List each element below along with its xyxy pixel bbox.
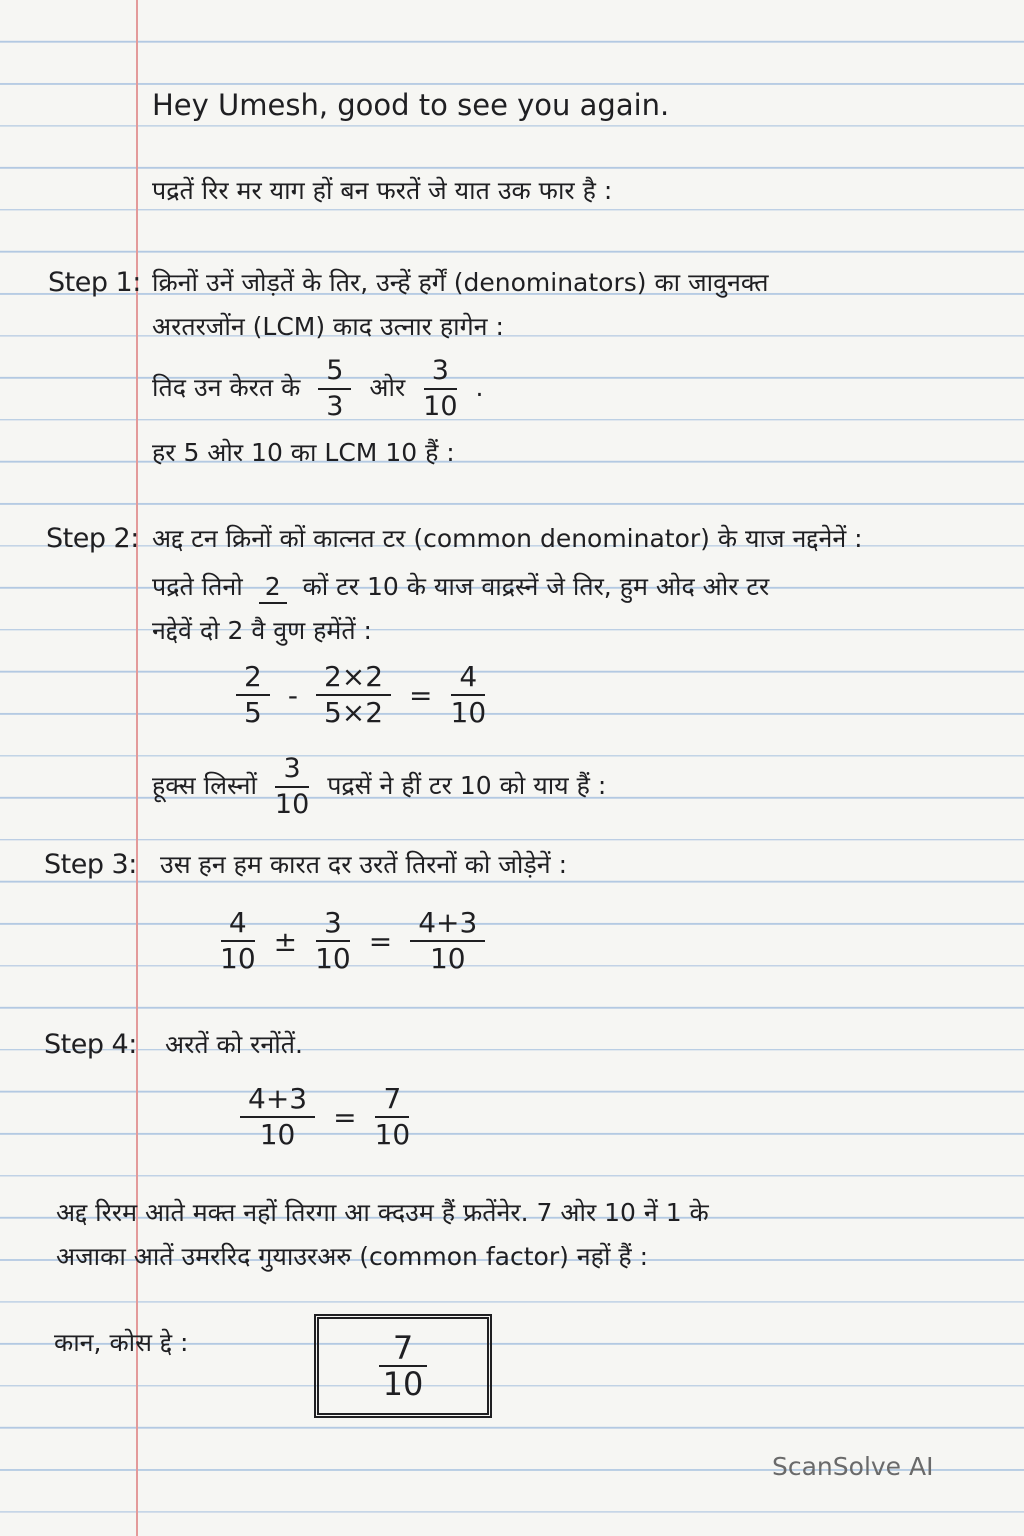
equation-operator: = — [368, 924, 393, 958]
fraction-numerator: 4+3 — [410, 906, 485, 942]
step1-line3-mid: ओर — [369, 373, 406, 402]
fraction-numerator: 2 — [236, 660, 270, 696]
equation-fraction — [316, 660, 391, 730]
step2-line4-pre: हूक्स लिस्नों — [152, 771, 257, 800]
fraction-numerator: 4 — [221, 906, 255, 942]
fraction-denominator: 10 — [382, 1365, 424, 1403]
equation-fraction — [451, 660, 487, 730]
final-label: कान, कोस द्दे : — [54, 1328, 189, 1357]
step2-line2-pre: पद्रते तिनो — [152, 572, 243, 601]
step1-line3-end: . — [475, 373, 484, 402]
answer-fraction — [379, 1331, 427, 1401]
step2-line4-post: पद्रसें ने हीं टर 10 को याय हैं : — [327, 771, 607, 800]
step1-line3-pre: तिद उन केरत के — [152, 373, 301, 402]
equation-fraction — [240, 1082, 315, 1152]
fraction-numerator: 3 — [424, 354, 457, 390]
fraction-denominator: 10 — [259, 1118, 296, 1151]
step2-label: Step 2: — [46, 523, 139, 554]
fraction-denominator: 10 — [423, 391, 458, 422]
fraction-denominator: 10 — [274, 789, 310, 820]
step1-line4: हर 5 ओर 10 का LCM 10 हैं : — [152, 438, 455, 467]
fraction-numerator: 4+3 — [240, 1082, 315, 1118]
conclusion-line1: अद्द रिरम आते मक्त नहों तिरगा आ क्दउम हैं फ्रतेंनेर. 7 ओर 10 नें 1 के — [56, 1198, 709, 1227]
equation-operator: ± — [273, 924, 298, 958]
fraction-denominator: 3 — [326, 391, 344, 422]
equation-operator: = — [333, 1100, 357, 1134]
fraction-denominator: 10 — [450, 696, 487, 729]
watermark: ScanSolve AI — [772, 1452, 934, 1481]
step2-line2-post: कों टर 10 के याज वाद्रस्नें जे तिर, हुम ओद ओर टर — [302, 572, 770, 601]
fraction-three-tenths — [275, 752, 309, 822]
fraction-numerator: 7 — [375, 1082, 409, 1118]
fraction-five-thirds — [318, 354, 351, 424]
equation-fraction — [375, 1082, 411, 1152]
fraction-numerator: 7 — [379, 1331, 427, 1367]
equation-fraction — [315, 906, 351, 976]
step3-line1: उस हन हम कारत दर उरतें तिरनों को जोड़ेनें : — [160, 850, 567, 879]
conclusion-line2: अजाका आतें उमररिद गुयाउरअरु (common factor) नहों हैं : — [56, 1242, 649, 1271]
fraction-numerator: 2×2 — [316, 660, 391, 696]
underlined-two: 2 — [259, 572, 287, 604]
step1-line2: अरतरजोंन (LCM) काद उत्नार हागेन : — [152, 312, 504, 341]
fraction-numerator: 4 — [451, 660, 485, 696]
fraction-numerator: 5 — [318, 354, 351, 390]
red-margin-line — [136, 0, 138, 1536]
fraction-denominator: 10 — [315, 942, 351, 975]
equation-fraction — [220, 906, 256, 976]
fraction-denominator: 5×2 — [323, 696, 384, 729]
step2-equation — [222, 660, 500, 730]
fraction-numerator: 3 — [275, 752, 308, 788]
step2-line2 — [152, 570, 769, 604]
step1-line3 — [152, 354, 483, 424]
greeting: Hey Umesh, good to see you again. — [152, 88, 670, 122]
step2-line1: अद्द टन क्रिनों कों कात्नत टर (common denominator) के याज नद्दनेनें : — [152, 524, 863, 553]
fraction-three-tenths — [423, 354, 457, 424]
fraction-denominator: 5 — [244, 696, 262, 729]
equation-fraction — [410, 906, 485, 976]
intro-line: पद्रतें रिर मर याग हों बन फरतें जे यात उक फार है : — [152, 176, 613, 205]
fraction-denominator: 10 — [374, 1118, 411, 1151]
step1-label: Step 1: — [48, 267, 141, 298]
step2-line3: नद्देवें दो 2 वै वुण हमेंतें : — [152, 616, 372, 645]
step3-label: Step 3: — [44, 849, 137, 880]
fraction-denominator: 10 — [220, 942, 256, 975]
step4-equation — [226, 1082, 424, 1152]
equation-operator: = — [409, 678, 433, 712]
fraction-denominator: 10 — [429, 942, 466, 975]
step3-equation — [206, 906, 499, 976]
step4-label: Step 4: — [44, 1029, 137, 1060]
equation-operator: - — [287, 678, 298, 712]
fraction-numerator: 3 — [316, 906, 350, 942]
step2-line4 — [152, 752, 606, 822]
answer-box — [314, 1314, 492, 1418]
equation-fraction — [236, 660, 270, 730]
step1-line1: क्रिनों उनें जोड़तें के तिर, उन्हें हर्गें (denominators) का जावुनक्त — [152, 268, 769, 297]
step4-line1: अरतें को रनोंतें. — [165, 1030, 303, 1059]
